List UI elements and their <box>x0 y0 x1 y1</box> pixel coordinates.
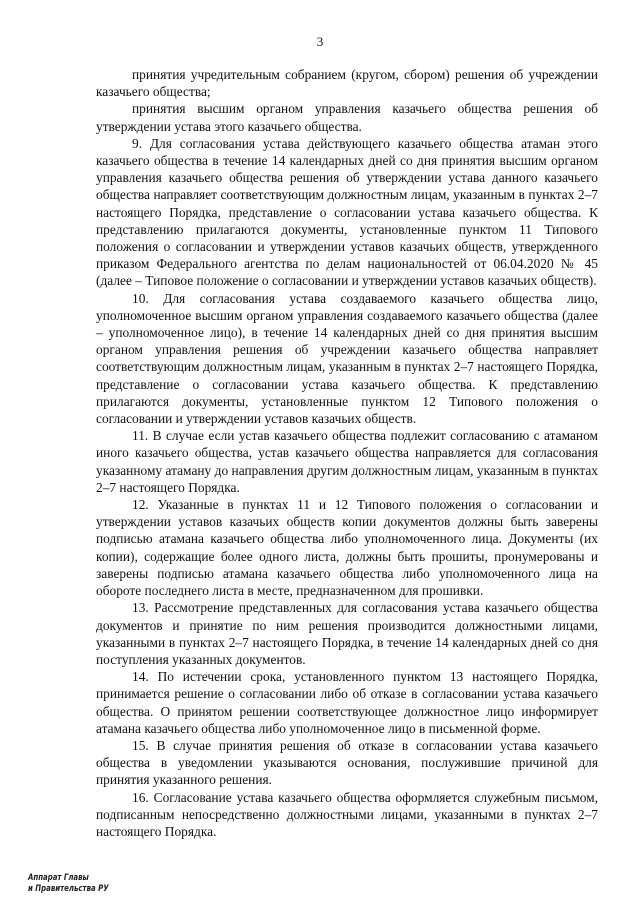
paragraph-14: 14. По истечении срока, установленного пунктом 13 настоящего Порядка, принимается решение о согласовании либо об отказе в согласовании устава казачьего общества. О принятом решении соответствующее должностное лицо информирует атамана казачьего общества либо уполномоченное лицо в письменной форме. <box>96 669 598 736</box>
paragraph-9: 9. Для согласования устава действующего казачьего общества атаман этого казачьего общества в течение 14 календарных дней со дня принятия высшим органом управления казачьего общества решения об утверждении устава данного казачьего общества направляет соответствующим должностным лицам, указанным в пунктах 2–7 настоящего Порядка, представление о согласовании устава казачьего общества. К представлению прилагаются документы, установленные пунктом 11 Типового положения о согласовании и утверждении уставов казачьих обществ, утвержденного приказом Федерального агентства по делам национальностей от 06.04.2020 № 45 (далее – Типовое положение о согласовании и утверждении уставов казачьих обществ). <box>96 135 598 289</box>
document-body <box>96 66 598 840</box>
paragraph-charter-founding: принятия учредительным собранием (кругом, сбором) решения об учреждении казачьего общества; <box>96 67 598 100</box>
stamp-line-2: и Правительства РУ <box>28 884 109 894</box>
paragraph-10: 10. Для согласования устава создаваемого казачьего общества лицо, уполномоченное высшим органом управления создаваемого казачьего общества (далее – уполномоченное лицо), в течение 14 календарных дней со дня принятия высшим органом управления решения об учреждении казачьего общества направляет соответствующим должностным лицам, указанным в пунктах 2–7 настоящего Порядка, представление о согласовании устава казачьего общества. К представлению прилагаются документы, установленные пунктом 12 Типового положения о согласовании и утверждении уставов казачьих обществ. <box>96 290 598 427</box>
paragraph-12: 12. Указанные в пунктах 11 и 12 Типового положения о согласовании и утверждении уставов казачьих обществ копии документов должны быть заверены подписью атамана казачьего общества либо уполномоченного лица. Документы (их копии), содержащие более одного листа, должны быть прошиты, пронумерованы и заверены подписью атамана казачьего общества либо уполномоченного лица на обороте последнего листа в месте, предназначенном для прошивки. <box>96 497 598 599</box>
stamp-line-1: Аппарат Главы <box>28 873 89 883</box>
paragraph-16: 16. Согласование устава казачьего общества оформляется служебным письмом, подписанным непосредственно должностными лицами, указанными в пунктах 2–7 настоящего Порядка. <box>96 789 598 839</box>
page-number: 3 <box>316 34 324 49</box>
paragraph-13: 13. Рассмотрение представленных для согласования устава казачьего общества документов и принятие по ним решения производится должностными лицами, указанными в пунктах 2–7 настоящего Порядка, в течение 14 календарных дней со дня поступления указанных документов. <box>96 600 598 667</box>
paragraph-15: 15. В случае принятия решения об отказе в согласовании устава казачьего общества в уведомлении указываются основания, послужившие причиной для принятия указанного решения. <box>96 737 598 788</box>
paragraph-11: 11. В случае если устав казачьего общества подлежит согласованию с атаманом иного казачьего общества, устав казачьего общества направляется для согласования указанному атаману до направления другим должностным лицам, указанным в пунктах 2–7 настоящего Порядка. <box>96 428 598 495</box>
paragraph-charter-approval: принятия высшим органом управления казачьего общества решения об утверждении устава этого казачьего общества. <box>96 101 598 134</box>
office-stamp <box>28 873 109 895</box>
